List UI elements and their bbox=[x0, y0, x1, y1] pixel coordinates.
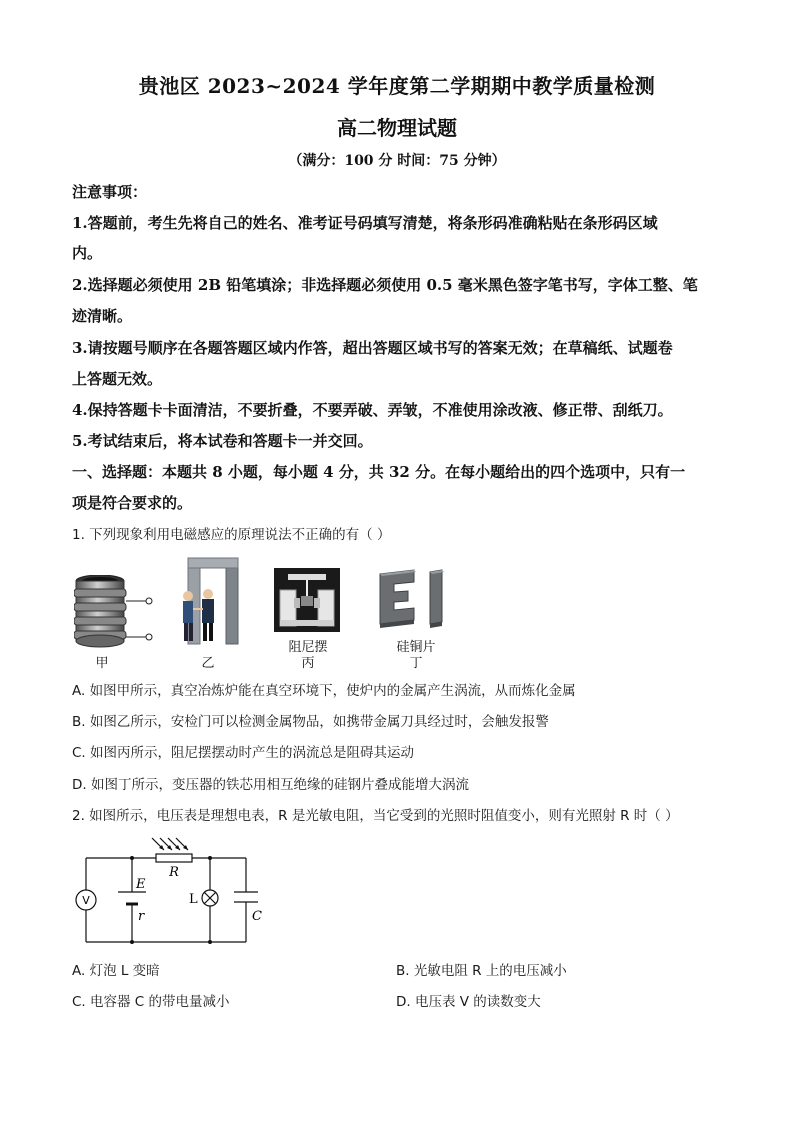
figure-caption-bing: 丙 bbox=[301, 656, 315, 671]
question-1-option-c: C. 如图丙所示，阻尼摆摆动时产生的涡流总是阻碍其运动 bbox=[72, 745, 415, 761]
furnace-coil-figure bbox=[74, 575, 158, 650]
figure-caption-bing-label: 阻尼摆 bbox=[288, 640, 328, 655]
security-gate-figure bbox=[176, 554, 242, 646]
notice-line: 上答题无效。 bbox=[72, 370, 163, 388]
exam-title: 贵池区 2023~2024 学年度第二学期期中教学质量检测 bbox=[138, 74, 656, 98]
question-2-option-a: A. 灯泡 L 变暗 bbox=[72, 963, 160, 979]
question-2-option-c: C. 电容器 C 的带电量减小 bbox=[72, 994, 230, 1010]
notice-line: 3.请按题号顺序在各题答题区域内作答，超出答题区域书写的答案无效；在草稿纸、试题卷 bbox=[72, 339, 673, 357]
question-2-stem: 2. 如图所示，电压表是理想电表，R 是光敏电阻，当它受到的光照时阻值变小，则有光照射 R 时（ ） bbox=[72, 808, 679, 824]
notice-heading: 注意事项： bbox=[72, 183, 148, 201]
circuit-diagram bbox=[72, 834, 272, 950]
figure-caption-jia: 甲 bbox=[95, 656, 109, 671]
notice-line: 2.选择题必须使用 2B 铅笔填涂；非选择题必须使用 0.5 毫米黑色签字笔书写，字体工整、笔 bbox=[72, 276, 698, 294]
damping-pendulum-figure bbox=[274, 568, 340, 632]
notice-line: 1.答题前，考生先将自己的姓名、准考证号码填写清楚，将条形码准确粘贴在条形码区域 bbox=[72, 214, 658, 232]
question-1-option-d: D. 如图丁所示，变压器的铁芯用相互绝缘的硅钢片叠成能增大涡流 bbox=[72, 777, 469, 793]
circuit-label-e: E bbox=[136, 877, 146, 892]
notice-line: 5.考试结束后，将本试卷和答题卡一并交回。 bbox=[72, 432, 373, 450]
silicon-steel-sheets-figure bbox=[368, 568, 464, 634]
circuit-label-r-resistor: R bbox=[169, 865, 179, 880]
question-1-option-a: A. 如图甲所示，真空冶炼炉能在真空环境下，使炉内的金属产生涡流，从而炼化金属 bbox=[72, 683, 576, 699]
circuit-label-lamp: L bbox=[189, 892, 198, 907]
figure-caption-ding-label: 硅铜片 bbox=[396, 640, 436, 655]
circuit-label-internal-r: r bbox=[138, 909, 145, 924]
notice-line: 4.保持答题卡卡面清洁，不要折叠，不要弄破、弄皱，不准使用涂改液、修正带、刮纸刀。 bbox=[72, 401, 673, 419]
question-1-option-b: B. 如图乙所示，安检门可以检测金属物品，如携带金属刀具经过时，会触发报警 bbox=[72, 714, 549, 730]
exam-subtitle: 高二物理试题 bbox=[337, 116, 457, 140]
figure-caption-ding: 丁 bbox=[409, 656, 423, 671]
notice-line: 迹清晰。 bbox=[72, 307, 133, 325]
question-2-option-b: B. 光敏电阻 R 上的电压减小 bbox=[396, 963, 567, 979]
section-heading: 一、选择题：本题共 8 小题，每小题 4 分，共 32 分。在每小题给出的四个选项中，只有一 bbox=[72, 463, 686, 481]
section-heading-cont: 项是符合要求的。 bbox=[72, 494, 193, 512]
figure-caption-yi: 乙 bbox=[201, 656, 215, 671]
question-1-stem: 1. 下列现象利用电磁感应的原理说法不正确的有（ ） bbox=[72, 527, 391, 543]
circuit-label-capacitor: C bbox=[252, 909, 262, 924]
question-2-option-d: D. 电压表 V 的读数变大 bbox=[396, 994, 541, 1010]
notice-line: 内。 bbox=[72, 244, 103, 262]
circuit-label-voltmeter: V bbox=[82, 894, 90, 907]
exam-meta: （满分：100 分 时间：75 分钟） bbox=[288, 153, 506, 169]
